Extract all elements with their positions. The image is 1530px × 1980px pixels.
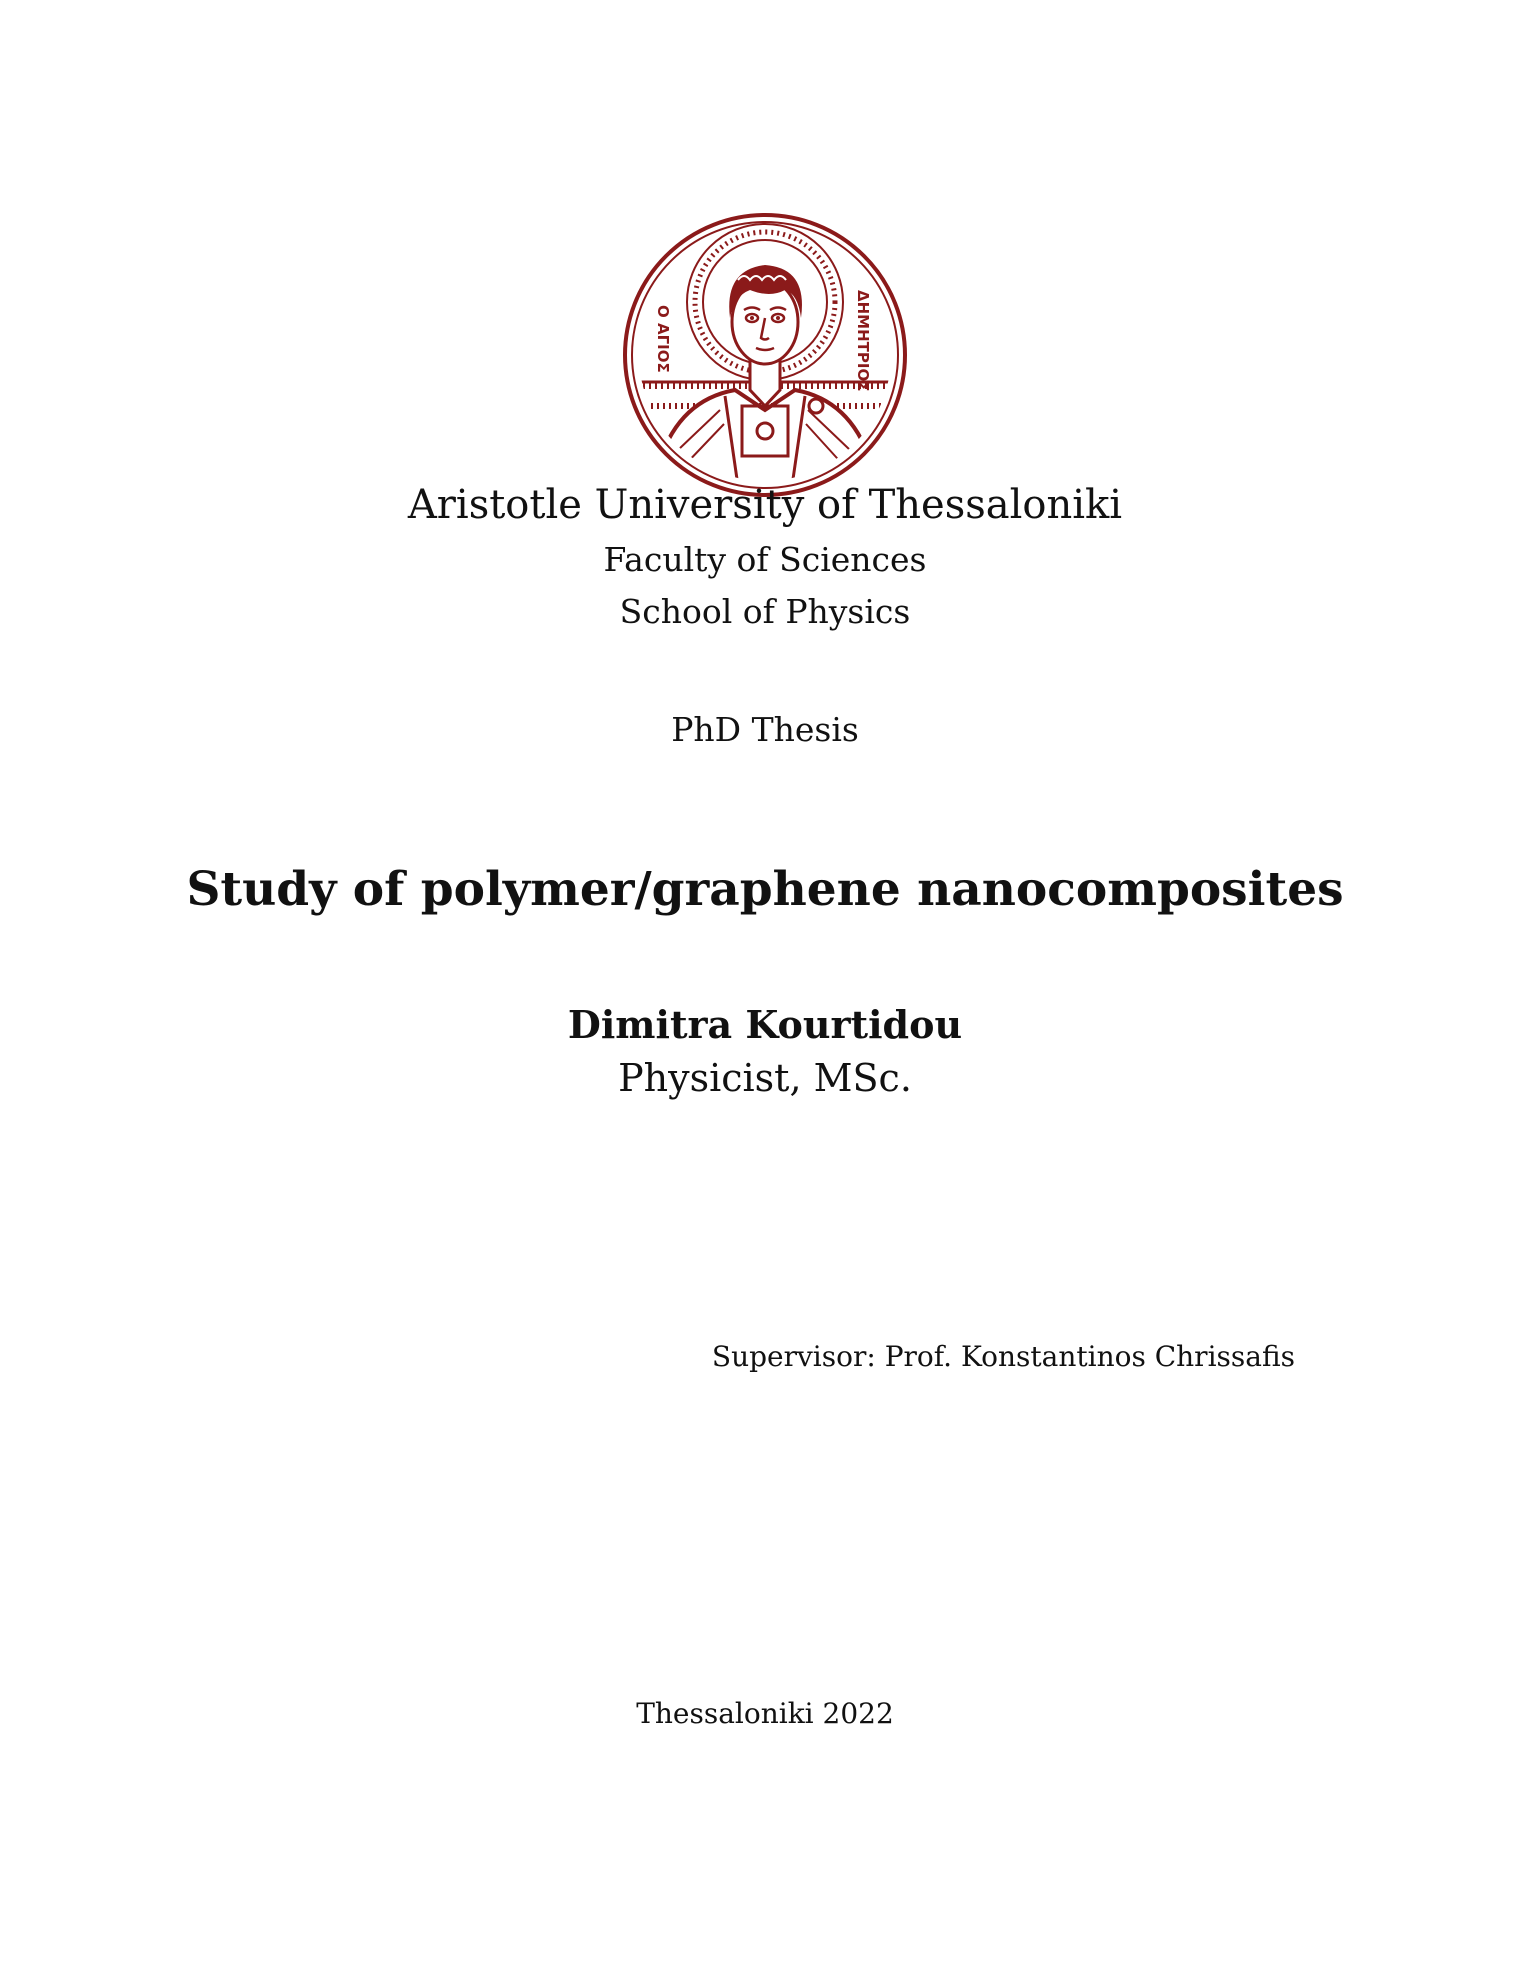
place-year: Thessaloniki 2022 [636, 1697, 894, 1730]
seal-inscription-right: ΔΗΜΗΤΡΙΟΣ [854, 290, 872, 392]
seal-inscription-left: Ο ΑΓΙΟΣ [654, 305, 672, 373]
school-name: School of Physics [619, 592, 911, 631]
faculty-name: Faculty of Sciences [603, 540, 927, 579]
supervisor-line: Supervisor: Prof. Konstantinos Chrissafis [711, 1340, 1295, 1373]
author-role: Physicist, MSc. [618, 1056, 912, 1100]
university-name: Aristotle University of Thessaloniki [407, 482, 1123, 528]
university-seal-logo [620, 210, 910, 500]
author-name: Dimitra Kourtidou [567, 1002, 963, 1047]
thesis-title: Study of polymer/graphene nanocomposites [186, 862, 1344, 917]
document-type: PhD Thesis [671, 710, 859, 749]
